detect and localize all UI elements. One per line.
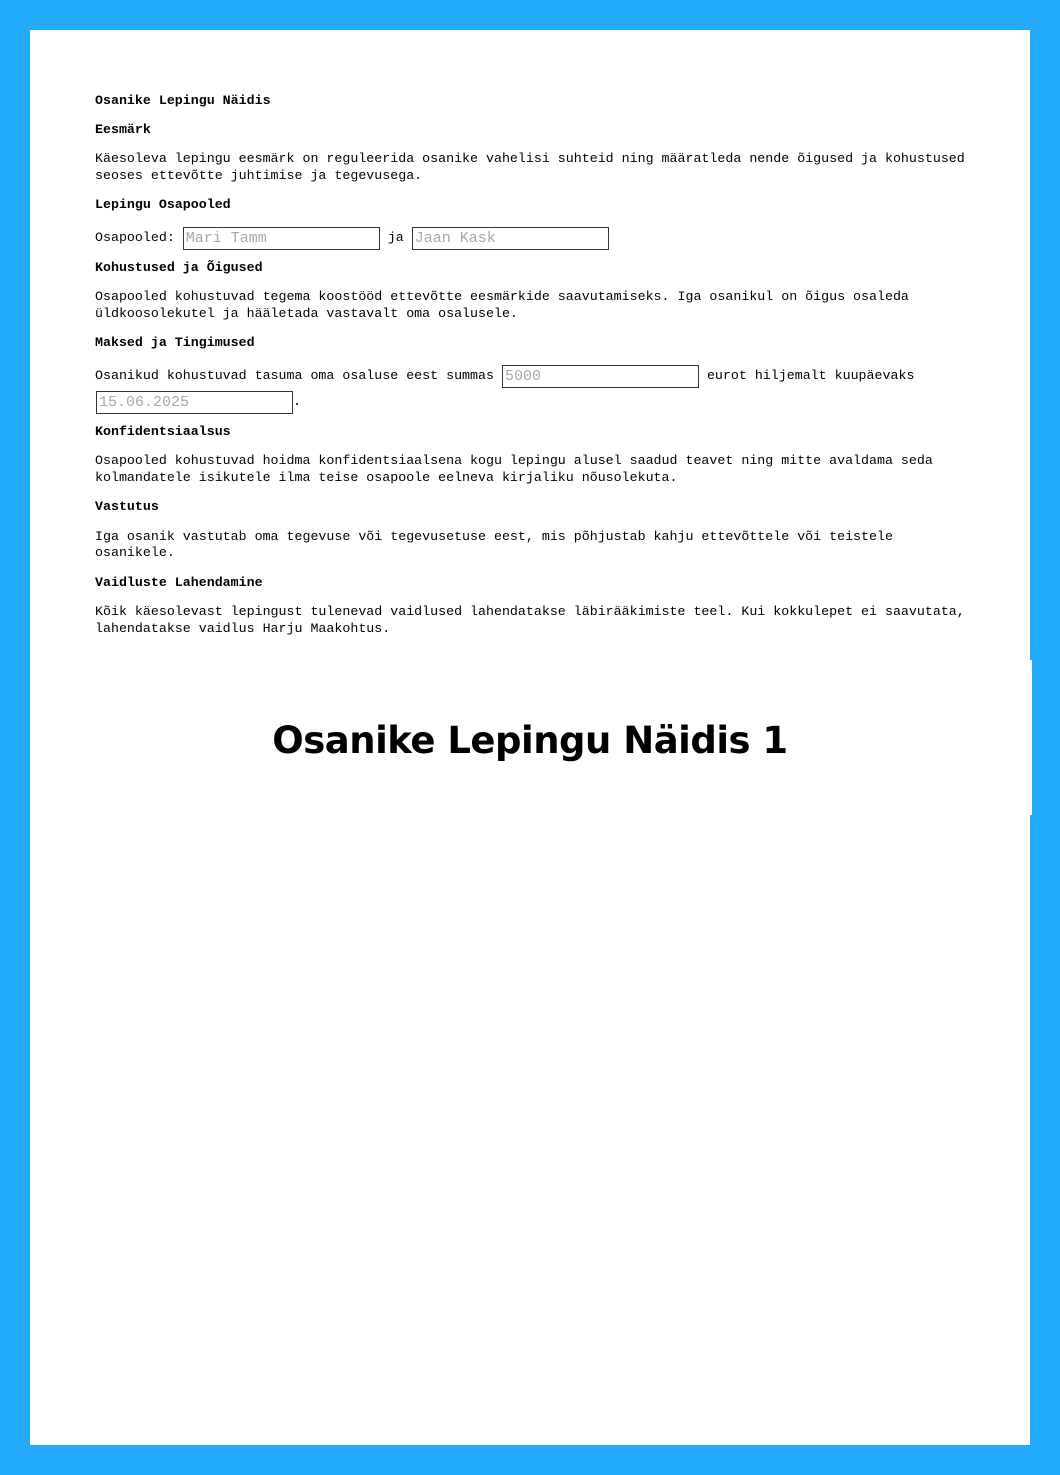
payments-text-before: Osanikud kohustuvad tasuma oma osaluse eest summas bbox=[95, 367, 494, 383]
amount-input[interactable] bbox=[502, 365, 699, 388]
payments-heading: Maksed ja Tingimused bbox=[95, 335, 255, 350]
document-title: Osanike Lepingu Näidis bbox=[95, 93, 271, 108]
liability-heading: Vastutus bbox=[95, 499, 159, 514]
purpose-heading: Eesmärk bbox=[95, 121, 151, 137]
party2-input[interactable] bbox=[412, 227, 609, 250]
parties-connector: ja bbox=[387, 229, 404, 245]
payments-text-middle: eurot hiljemalt kuupäevaks bbox=[706, 367, 915, 383]
document-page bbox=[30, 30, 1030, 1445]
duties-text: Osapooled kohustuvad tegema koostööd ettevõtte eesmärkide saavutamiseks. Iga osanikul on õigus osaleda üldkoosolekutel ja hääletada vastavalt oma osalusele. bbox=[95, 289, 909, 321]
payments-text-end: . bbox=[293, 393, 301, 409]
duties-heading: Kohustused ja Õigused bbox=[95, 259, 263, 275]
contract-document bbox=[95, 93, 975, 650]
payments-paragraph bbox=[95, 365, 975, 414]
date-input[interactable] bbox=[96, 391, 293, 414]
confidentiality-heading: Konfidentsiaalsus bbox=[95, 423, 231, 439]
caption-title: Osanike Lepingu Näidis 1 bbox=[272, 719, 788, 762]
disputes-heading: Vaidluste Lahendamine bbox=[95, 574, 263, 590]
parties-heading: Lepingu Osapooled bbox=[95, 197, 231, 212]
liability-text: Iga osanik vastutab oma tegevuse või tegevusetuse eest, mis põhjustab kahju ettevõttele või teistele osanikele. bbox=[95, 528, 893, 560]
parties-label: Osapooled: bbox=[95, 229, 175, 245]
edge-divider bbox=[1030, 660, 1032, 815]
purpose-text: Käesoleva lepingu eesmärk on reguleerida osanike vahelisi suhteid ning määratleda nende õigused ja kohustused seoses ettevõtte juhtimise ja tegevusega. bbox=[95, 151, 965, 183]
party1-input[interactable] bbox=[183, 227, 380, 250]
confidentiality-text: Osapooled kohustuvad hoidma konfidentsiaalsena kogu lepingu alusel saadud teavet ning mitte avaldama seda kolmandatele isikutele ilma teise osapoole eelneva kirjaliku nõusolekuta. bbox=[95, 453, 933, 485]
disputes-text: Kõik käesolevast lepingust tulenevad vaidlused lahendatakse läbirääkimiste teel. Kui kokkulepet ei saavutata, lahendatakse vaidlus Harju Maakohtus. bbox=[95, 604, 965, 636]
parties-row bbox=[95, 227, 975, 250]
